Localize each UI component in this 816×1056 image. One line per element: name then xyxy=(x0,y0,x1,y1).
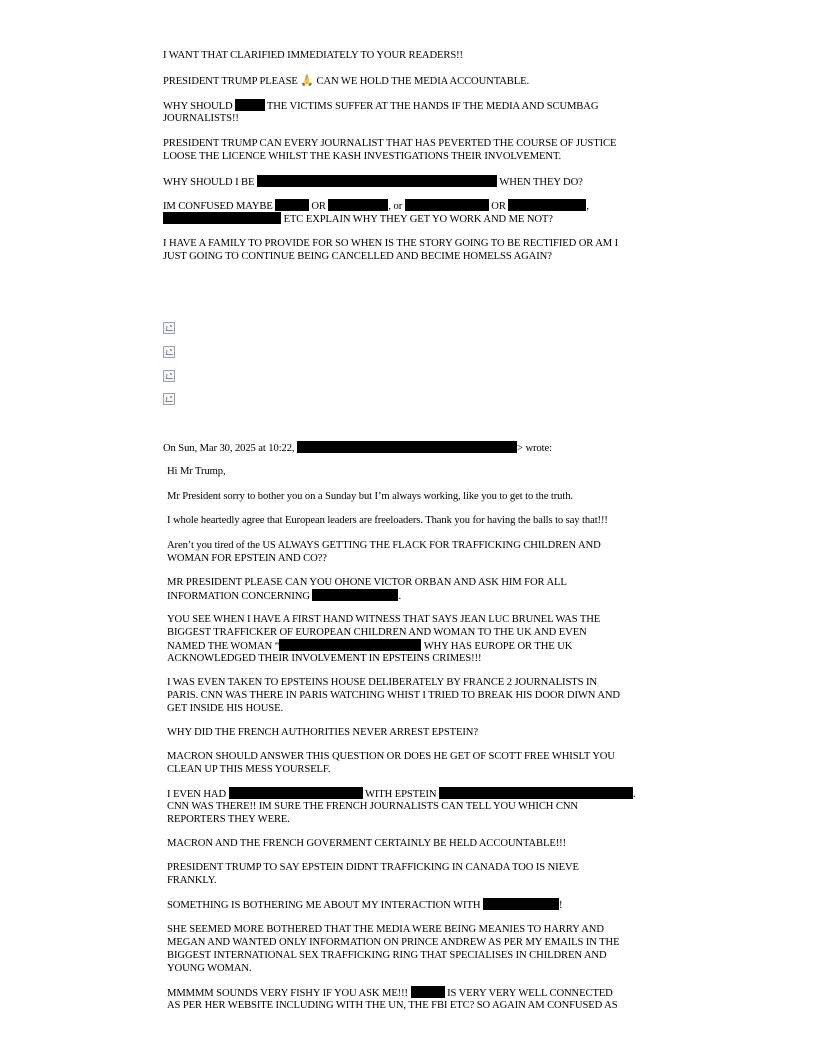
quoted-paragraph-line: GET INSIDE HIS HOUSE. xyxy=(167,703,283,714)
quoted-paragraph-line: CNN WAS THERE!! IM SURE THE FRENCH JOURNALISTS CAN TELL YOU WHICH CNN xyxy=(167,801,578,812)
quoted-paragraph-line: YOUNG WOMAN. xyxy=(167,963,252,974)
broken-image-icon xyxy=(163,346,175,358)
paragraph: IM CONFUSED MAYBE OR , or OR , xyxy=(163,201,589,212)
redaction-box xyxy=(483,898,559,910)
quoted-paragraph: MMMMM SOUNDS VERY FISHY IF YOU ASK ME!!! IS VERY VERY WELL CONNECTED xyxy=(167,988,613,999)
redaction-box xyxy=(508,199,586,211)
folded-hands-emoji: 🙏 xyxy=(300,74,314,87)
redaction-box xyxy=(439,787,633,799)
redaction-box xyxy=(312,589,398,601)
quoted-paragraph: SOMETHING IS BOTHERING ME ABOUT MY INTERACTION WITH ! xyxy=(167,900,563,911)
redaction-box xyxy=(297,441,517,453)
broken-image-icon xyxy=(163,322,175,334)
redaction-box xyxy=(229,787,363,799)
quoted-paragraph-line: WOMAN FOR EPSTEIN AND CO?? xyxy=(167,553,327,564)
paragraph: WHY SHOULD I BE WHEN THEY DO? xyxy=(163,177,583,188)
paragraph: WHY SHOULD THE VICTIMS SUFFER AT THE HANDS IF THE MEDIA AND SCUMBAG xyxy=(163,101,599,112)
paragraph: PRESIDENT TRUMP CAN EVERY JOURNALIST THAT HAS PEVERTED THE COURSE OF JUSTICE xyxy=(163,138,617,149)
paragraph: I WANT THAT CLARIFIED IMMEDIATELY TO YOUR READERS!! xyxy=(163,50,463,61)
paragraph-line: JOURNALISTS!! xyxy=(163,113,239,124)
quoted-paragraph: Mr President sorry to bother you on a Sunday but I’m always working, like you to get to the truth. xyxy=(167,491,573,502)
broken-image-icon xyxy=(163,393,175,405)
quoted-paragraph-line: CLEAN UP THIS MESS YOURSELF. xyxy=(167,764,331,775)
quoted-paragraph: Hi Mr Trump, xyxy=(167,466,226,477)
quoted-paragraph: SHE SEEMED MORE BOTHERED THAT THE MEDIA WERE BEING MEANIES TO HARRY AND xyxy=(167,924,604,935)
redaction-box xyxy=(275,199,309,211)
quoted-paragraph-line: INFORMATION CONCERNING . xyxy=(167,591,402,602)
quoted-paragraph-line: REPORTERS THEY WERE. xyxy=(167,814,290,825)
paragraph-line: LOOSE THE LICENCE WHILST THE KASH INVESTIGATIONS THEIR INVOLVEMENT. xyxy=(163,151,562,162)
quoted-paragraph-line: AS PER HER WEBSITE INCLUDING WITH THE UN, THE FBI ETC? SO AGAIN AM CONFUSED AS xyxy=(167,1000,618,1011)
quoted-paragraph-line: BIGGEST INTERNATIONAL SEX TRAFFICKING RING THAT SPECIALISES IN CHILDREN AND xyxy=(167,950,607,961)
redaction-box xyxy=(411,986,445,998)
quoted-paragraph: PRESIDENT TRUMP TO SAY EPSTEIN DIDNT TRAFFICKING IN CANADA TOO IS NIEVE xyxy=(167,862,579,873)
redaction-box xyxy=(163,212,281,224)
paragraph: PRESIDENT TRUMP PLEASE 🙏 CAN WE HOLD THE MEDIA ACCOUNTABLE. xyxy=(163,74,530,87)
paragraph: I HAVE A FAMILY TO PROVIDE FOR SO WHEN IS THE STORY GOING TO BE RECTIFIED OR AM I xyxy=(163,238,619,249)
quoted-paragraph: YOU SEE WHEN I HAVE A FIRST HAND WITNESS THAT SAYS JEAN LUC BRUNEL WAS THE xyxy=(167,614,601,625)
quoted-paragraph-line: ACKNOWLEDGED THEIR INVOLVEMENT IN EPSTEINS CRIMES!!! xyxy=(167,653,482,664)
redaction-box xyxy=(235,99,265,111)
quoted-paragraph: WHY DID THE FRENCH AUTHORITIES NEVER ARREST EPSTEIN? xyxy=(167,727,478,738)
quoted-paragraph: MR PRESIDENT PLEASE CAN YOU OHONE VICTOR ORBAN AND ASK HIM FOR ALL xyxy=(167,577,567,588)
redaction-box xyxy=(328,199,388,211)
redaction-box xyxy=(279,639,421,651)
redaction-box xyxy=(257,175,497,187)
quoted-paragraph-line: BIGGEST TRAFFICKER OF EUROPEAN CHILDREN AND WOMAN TO THE UK AND EVEN xyxy=(167,627,587,638)
broken-image-icon xyxy=(163,370,175,382)
quoted-paragraph-line: NAMED THE WOMAN “ WHY HAS EUROPE OR THE UK xyxy=(167,641,573,652)
quoted-paragraph: I EVEN HAD WITH EPSTEIN . xyxy=(167,789,636,800)
quoted-paragraph: I whole heartedly agree that European leaders are freeloaders. Thank you for having the balls to say that!!! xyxy=(167,515,608,526)
quoted-paragraph-line: PARIS. CNN WAS THERE IN PARIS WATCHING WHIST I TRIED TO BREAK HIS DOOR DIWN AND xyxy=(167,690,620,701)
quoted-paragraph: I WAS EVEN TAKEN TO EPSTEINS HOUSE DELIBERATELY BY FRANCE 2 JOURNALISTS IN xyxy=(167,677,597,688)
quoted-paragraph-line: MEGAN AND WANTED ONLY INFORMATION ON PRINCE ANDREW AS PER MY EMAILS IN THE xyxy=(167,937,620,948)
quoted-paragraph: Aren’t you tired of the US ALWAYS GETTING THE FLACK FOR TRAFFICKING CHILDREN AND xyxy=(167,540,601,551)
paragraph-line: ETC EXPLAIN WHY THEY GET YO WORK AND ME NOT? xyxy=(163,212,553,226)
quoted-paragraph: MACRON AND THE FRENCH GOVERMENT CERTAINLY BE HELD ACCOUNTABLE!!! xyxy=(167,838,567,849)
paragraph-line: JUST GOING TO CONTINUE BEING CANCELLED AND BECIME HOMELSS AGAIN? xyxy=(163,251,552,262)
quote-header: On Sun, Mar 30, 2025 at 10:22, > wrote: xyxy=(163,443,552,454)
redaction-box xyxy=(405,199,489,211)
quoted-paragraph: MACRON SHOULD ANSWER THIS QUESTION OR DOES HE GET OF SCOTT FREE WHISLT YOU xyxy=(167,751,615,762)
quoted-paragraph-line: FRANKLY. xyxy=(167,875,217,886)
